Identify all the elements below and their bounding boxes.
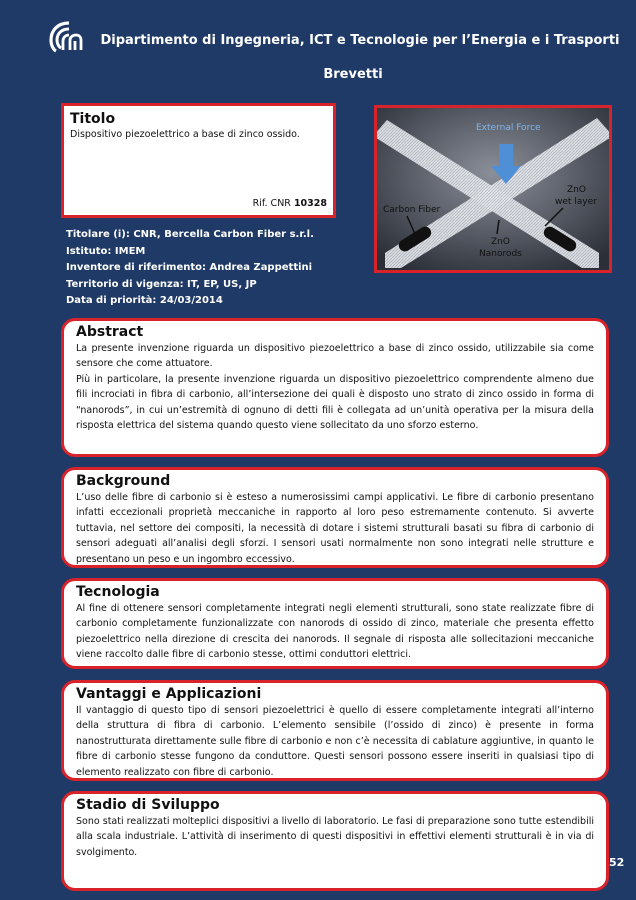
- stadio-card: [61, 791, 609, 891]
- rif-cnr: [253, 198, 327, 209]
- stadio-text: Sono stati realizzati molteplici dispositivi a livello di laboratorio. Le fasi di preparazione sono tutte estendibili alla scala industriale. L’attività di inserimento di questi dispositivi in effettivi elementi strutturali è in via di svolgimento.: [76, 816, 594, 858]
- rif-number: 10328: [293, 198, 327, 209]
- background-text: L’uso delle fibre di carbonio si è esteso a numerosissimi campi applicativi. Le fibre di carbonio presentano infatti eccezionali proprietà meccaniche in rapporto al loro peso estremamente contenuto. Si avverte tuttavia, nel settore dei compositi, la necessità di dotare i sistemi strutturali basati su fibra di carbonio di sensori adeguati all’analisi degli sforzi. I sensori usati normalmente non sono integrati nelle strutture e presentano un peso e un ingombro eccessivo.: [76, 492, 594, 565]
- tecnologia-card: [61, 578, 609, 669]
- title-text: Dispositivo piezoelettrico a base di zinco ossido.: [70, 129, 300, 140]
- nanorod-figure: [374, 105, 612, 273]
- patent-info: [66, 227, 366, 310]
- vantaggi-text: Il vantaggio di questo tipo di sensori piezoelettrici è quello di essere completamente integrati all’interno della struttura di fibra di carbonio. L’elemento sensibile (l’ossido di zinco) è presente in forma nanostrutturata direttamente sulle fibre di carbonio e non c’è necessita di cablature aggiuntive, in quanto le fibre di carbonio stesse fungono da conduttore. Questi sensori possono essere inseriti in qualsiasi tipo di elemento realizzato con fibre di carbonio.: [76, 705, 594, 778]
- section-title: Brevetti: [323, 67, 383, 82]
- info-inventore: Inventore di riferimento: Andrea Zappettini: [66, 262, 313, 273]
- tecnologia-text: Al fine di ottenere sensori completamente integrati negli elementi strutturali, sono state realizzate fibre di carbonio completamente funzionalizzate con nanorods di ossido di zinco, materiale che presenta effetto piezoelettrico nella direzione di crescita dei nanorods. Il segnale di risposta alle sollecitazioni meccaniche viene raccolto dalle fibre di carbonio stesse, ottimi conduttori elettrici.: [76, 603, 594, 661]
- tecnologia-heading: Tecnologia: [76, 584, 160, 600]
- info-istituto: Istituto: IMEM: [66, 245, 146, 257]
- background-heading: Background: [76, 473, 171, 489]
- title-heading: Titolo: [70, 111, 116, 127]
- department-title: Dipartimento di Ingegneria, ICT e Tecnologie per l’Energia e i Trasporti: [100, 33, 620, 48]
- rif-prefix: Rif. CNR: [252, 198, 291, 209]
- label-zno-nano-1: ZnO: [491, 237, 510, 247]
- nanorod-illustration: [377, 108, 609, 270]
- abstract-paragraph-2: Più in particolare, la presente invenzione riguarda un dispositivo piezoelettrico comprendente almeno due fili incrociati in fibra di carbonio, all’intersezione dei quali è disposto uno strato di zinco ossido in forma di “nanorods”, in cui un’estremità di ognuno di detti fili è collegata ad un’unità operativa per la misura della risposta elettrica del sistema quando questo viene sollecitato da uno sforzo esterno.: [76, 373, 594, 432]
- info-territorio: Territorio di vigenza: IT, EP, US, JP: [66, 278, 257, 290]
- label-zno-wet-1: ZnO: [567, 185, 586, 195]
- info-priorita: Data di priorità: 24/03/2014: [66, 295, 223, 306]
- abstract-paragraph-1: La presente invenzione riguarda un dispositivo piezoelettrico a base di zinco ossido, utilizzabile sia come sensore che come attuatore.: [76, 343, 594, 370]
- abstract-heading: Abstract: [76, 324, 144, 340]
- abstract-card: [61, 318, 609, 457]
- stadio-heading: Stadio di Sviluppo: [76, 797, 220, 813]
- background-card: [61, 467, 609, 568]
- label-external-force: External Force: [476, 123, 541, 133]
- label-zno-nano-2: Nanorods: [479, 249, 522, 259]
- label-zno-wet-2: wet layer: [555, 197, 597, 207]
- label-carbon-fiber: Carbon Fiber: [383, 205, 441, 215]
- info-titolare: Titolare (i): CNR, Bercella Carbon Fiber s.r.l.: [66, 229, 314, 240]
- vantaggi-card: [61, 680, 609, 781]
- vantaggi-heading: Vantaggi e Applicazioni: [76, 686, 262, 702]
- cnr-logo: [48, 20, 90, 54]
- title-card: [61, 103, 336, 218]
- page-number: 52: [609, 856, 625, 869]
